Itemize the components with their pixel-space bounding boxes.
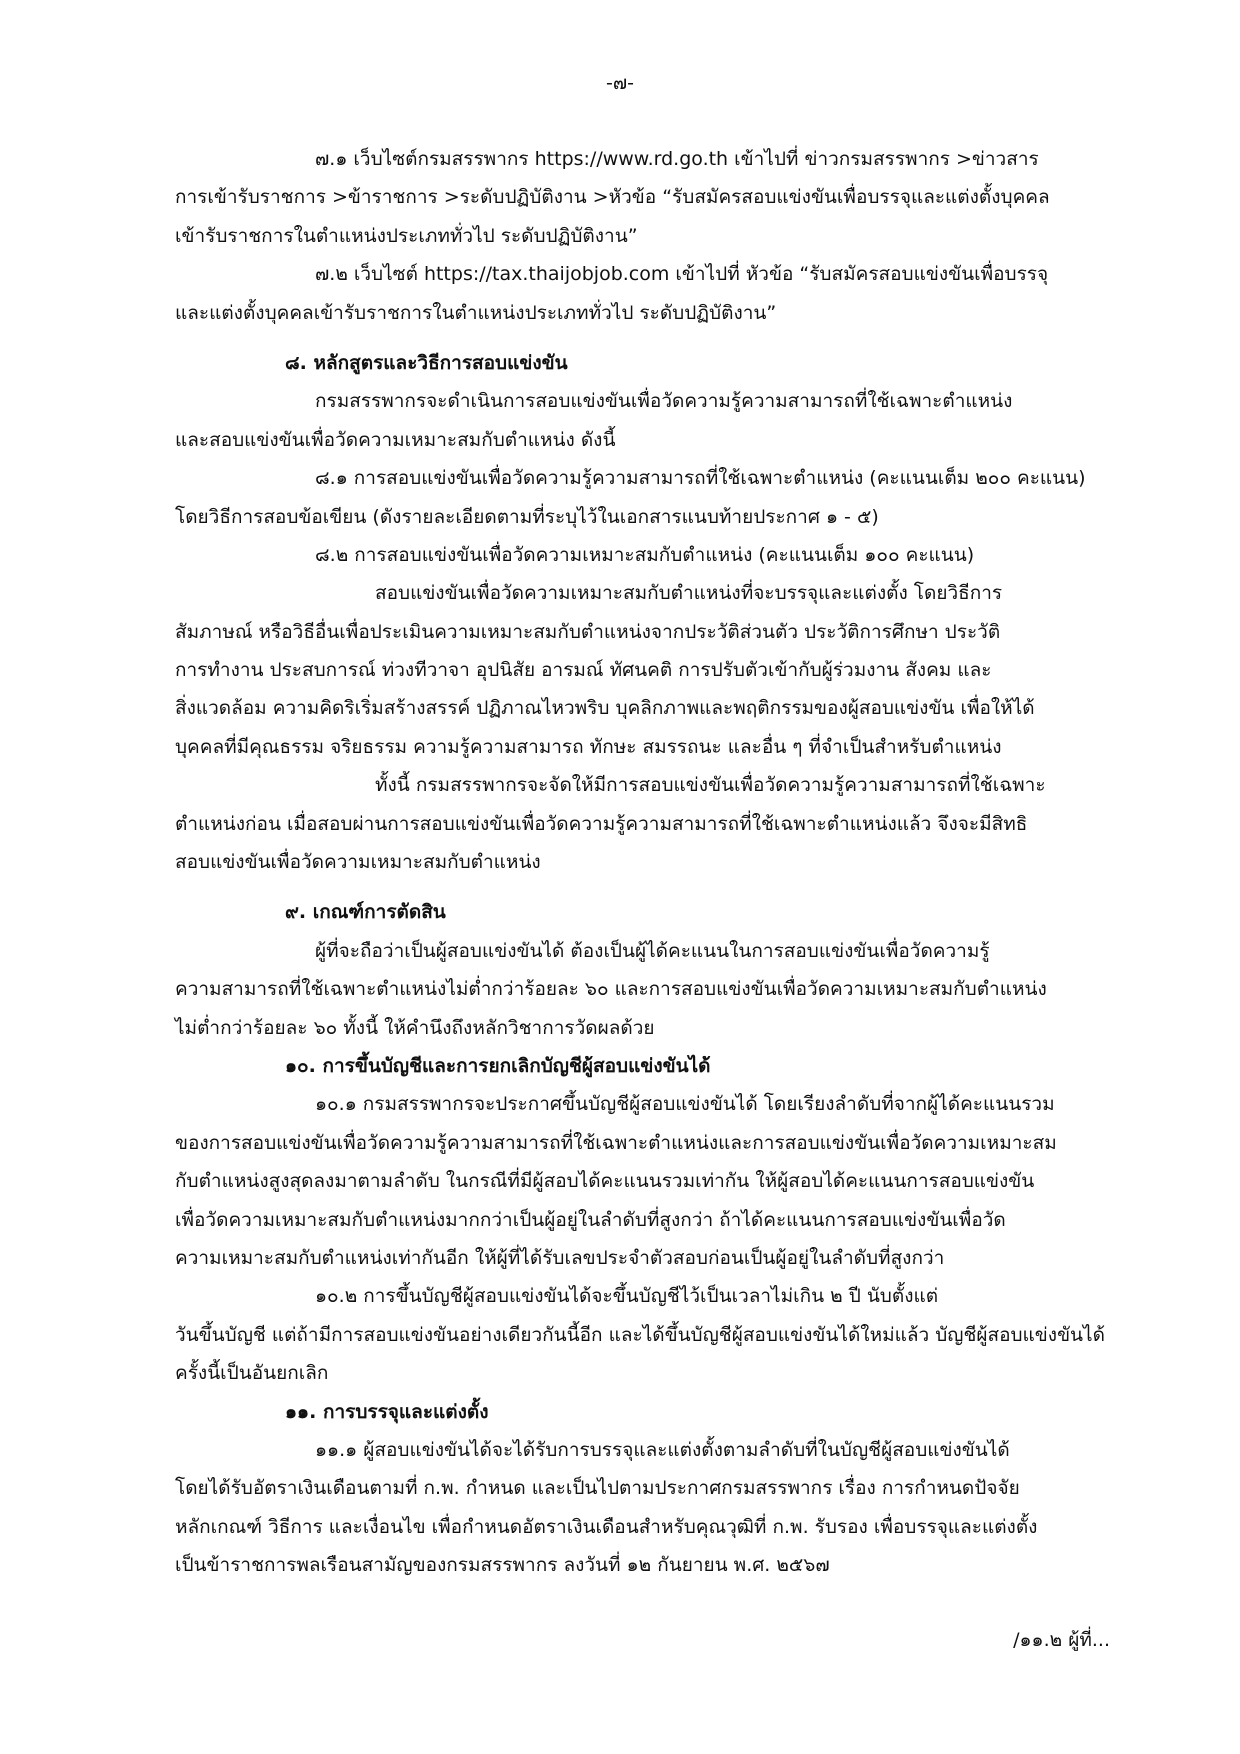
section-heading: ๘. หลักสูตรและวิธีการสอบแข่งขัน	[285, 351, 568, 374]
text-line: เป็นข้าราชการพลเรือนสามัญของกรมสรรพากร ลงวันที่ ๑๒ กันยายน พ.ศ. ๒๕๖๗	[175, 1554, 830, 1577]
text-line: ๑๐.๑ กรมสรรพากรจะประกาศขึ้นบัญชีผู้สอบแข่งขันได้ โดยเรียงลำดับที่จากผู้ได้คะแนนรวม	[315, 1093, 1055, 1116]
text-line: การทำงาน ประสบการณ์ ท่วงทีวาจา อุปนิสัย อารมณ์ ทัศนคติ การปรับตัวเข้ากับผู้ร่วมงาน สังคม และ	[175, 659, 992, 682]
text-line: ความเหมาะสมกับตำแหน่งเท่ากันอีก ให้ผู้ที่ได้รับเลขประจำตัวสอบก่อนเป็นผู้อยู่ในลำดับที่สูงกว่า	[175, 1246, 945, 1269]
text-line: วันขึ้นบัญชี แต่ถ้ามีการสอบแข่งขันอย่างเดียวกันนี้อีก และได้ขึ้นบัญชีผู้สอบแข่งขันได้ใหม่แล้ว บัญชีผู้สอบแข่งขันได้	[175, 1323, 1105, 1346]
text-line: กรมสรรพากรจะดำเนินการสอบแข่งขันเพื่อวัดความรู้ความสามารถที่ใช้เฉพาะตำแหน่ง	[315, 390, 1013, 413]
section-heading: ๙. เกณฑ์การตัดสิน	[285, 901, 446, 924]
text-line: ครั้งนี้เป็นอันยกเลิก	[175, 1362, 329, 1385]
text-line: ๗.๒ เว็บไซต์ https://tax.thaijobjob.com เข้าไปที่ หัวข้อ “รับสมัครสอบแข่งขันเพื่อบรรจุ	[315, 263, 1049, 286]
text-line: สอบแข่งขันเพื่อวัดความเหมาะสมกับตำแหน่งที่จะบรรจุและแต่งตั้ง โดยวิธีการ	[375, 582, 1003, 605]
text-line: เพื่อวัดความเหมาะสมกับตำแหน่งมากกว่าเป็นผู้อยู่ในลำดับที่สูงกว่า ถ้าได้คะแนนการสอบแข่งขันเพื่อวัด	[175, 1208, 1006, 1231]
text-line: โดยวิธีการสอบข้อเขียน (ดังรายละเอียดตามที่ระบุไว้ในเอกสารแนบท้ายประกาศ ๑ - ๕)	[175, 505, 879, 528]
text-line: เข้ารับราชการในตำแหน่งประเภททั่วไป ระดับปฏิบัติงาน”	[175, 224, 638, 247]
text-line: สัมภาษณ์ หรือวิธีอื่นเพื่อประเมินความเหมาะสมกับตำแหน่งจากประวัติส่วนตัว ประวัติการศึกษา ประวัติ	[175, 620, 1001, 643]
text-line: กับตำแหน่งสูงสุดลงมาตามลำดับ ในกรณีที่มีผู้สอบได้คะแนนรวมเท่ากัน ให้ผู้สอบได้คะแนนการสอบแข่งขัน	[175, 1170, 1035, 1193]
section-heading: ๑๐. การขึ้นบัญชีและการยกเลิกบัญชีผู้สอบแข่งขันได้	[285, 1054, 711, 1077]
continuation-footer: /๑๑.๒ ผู้ที่...	[1013, 1629, 1110, 1651]
text-line: ๗.๑ เว็บไซต์กรมสรรพากร https://www.rd.go.th เข้าไปที่ ข่าวกรมสรรพากร >ข่าวสาร	[315, 148, 1039, 170]
text-line: และแต่งตั้งบุคคลเข้ารับราชการในตำแหน่งประเภททั่วไป ระดับปฏิบัติงาน”	[175, 301, 777, 324]
text-line: ความสามารถที่ใช้เฉพาะตำแหน่งไม่ต่ำกว่าร้อยละ ๖๐ และการสอบแข่งขันเพื่อวัดความเหมาะสมกับตำแหน่ง	[175, 978, 1047, 1001]
text-line: สอบแข่งขันเพื่อวัดความเหมาะสมกับตำแหน่ง	[175, 851, 541, 874]
section-heading: ๑๑. การบรรจุและแต่งตั้ง	[285, 1400, 489, 1423]
text-line: โดยได้รับอัตราเงินเดือนตามที่ ก.พ. กำหนด และเป็นไปตามประกาศกรมสรรพากร เรื่อง การกำหนดปัจจัย	[175, 1477, 1020, 1500]
text-line: การเข้ารับราชการ >ข้าราชการ >ระดับปฏิบัติงาน >หัวข้อ “รับสมัครสอบแข่งขันเพื่อบรรจุและแต่งตั้งบุคคล	[175, 186, 1050, 209]
text-line: บุคคลที่มีคุณธรรม จริยธรรม ความรู้ความสามารถ ทักษะ สมรรถนะ และอื่น ๆ ที่จำเป็นสำหรับตำแหน่ง	[175, 735, 1002, 758]
text-line: ทั้งนี้ กรมสรรพากรจะจัดให้มีการสอบแข่งขันเพื่อวัดความรู้ความสามารถที่ใช้เฉพาะ	[375, 774, 1046, 797]
text-line: ๑๑.๑ ผู้สอบแข่งขันได้จะได้รับการบรรจุและแต่งตั้งตามลำดับที่ในบัญชีผู้สอบแข่งขันได้	[315, 1438, 1010, 1461]
text-line: ไม่ต่ำกว่าร้อยละ ๖๐ ทั้งนี้ ให้คำนึงถึงหลักวิชาการวัดผลด้วย	[175, 1016, 655, 1039]
spacer	[175, 881, 1125, 893]
text-line: ๘.๑ การสอบแข่งขันเพื่อวัดความรู้ความสามารถที่ใช้เฉพาะตำแหน่ง (คะแนนเต็ม ๒๐๐ คะแนน)	[315, 467, 1086, 490]
text-line: ๘.๒ การสอบแข่งขันเพื่อวัดความเหมาะสมกับตำแหน่ง (คะแนนเต็ม ๑๐๐ คะแนน)	[315, 543, 975, 566]
document-body	[175, 140, 1125, 1584]
text-line: สิ่งแวดล้อม ความคิดริเริ่มสร้างสรรค์ ปฏิภาณไหวพริบ บุคลิกภาพและพฤติกรรมของผู้สอบแข่งขัน เพื่อให้ได้	[175, 697, 1035, 720]
spacer	[175, 332, 1125, 344]
page-number: -๗-	[606, 72, 634, 94]
text-line: ๑๐.๒ การขึ้นบัญชีผู้สอบแข่งขันได้จะขึ้นบัญชีไว้เป็นเวลาไม่เกิน ๒ ปี นับตั้งแต่	[315, 1285, 939, 1308]
text-line: หลักเกณฑ์ วิธีการ และเงื่อนไข เพื่อกำหนดอัตราเงินเดือนสำหรับคุณวุฒิที่ ก.พ. รับรอง เพื่อบรรจุและแต่งตั้ง	[175, 1515, 1038, 1538]
text-line: ของการสอบแข่งขันเพื่อวัดความรู้ความสามารถที่ใช้เฉพาะตำแหน่งและการสอบแข่งขันเพื่อวัดความเหมาะสม	[175, 1131, 1057, 1154]
text-line: ผู้ที่จะถือว่าเป็นผู้สอบแข่งขันได้ ต้องเป็นผู้ได้คะแนนในการสอบแข่งขันเพื่อวัดความรู้	[315, 939, 990, 962]
text-line: ตำแหน่งก่อน เมื่อสอบผ่านการสอบแข่งขันเพื่อวัดความรู้ความสามารถที่ใช้เฉพาะตำแหน่งแล้ว จึงจะมีสิทธิ	[175, 812, 1028, 835]
text-line: และสอบแข่งขันเพื่อวัดความเหมาะสมกับตำแหน่ง ดังนี้	[175, 428, 616, 451]
